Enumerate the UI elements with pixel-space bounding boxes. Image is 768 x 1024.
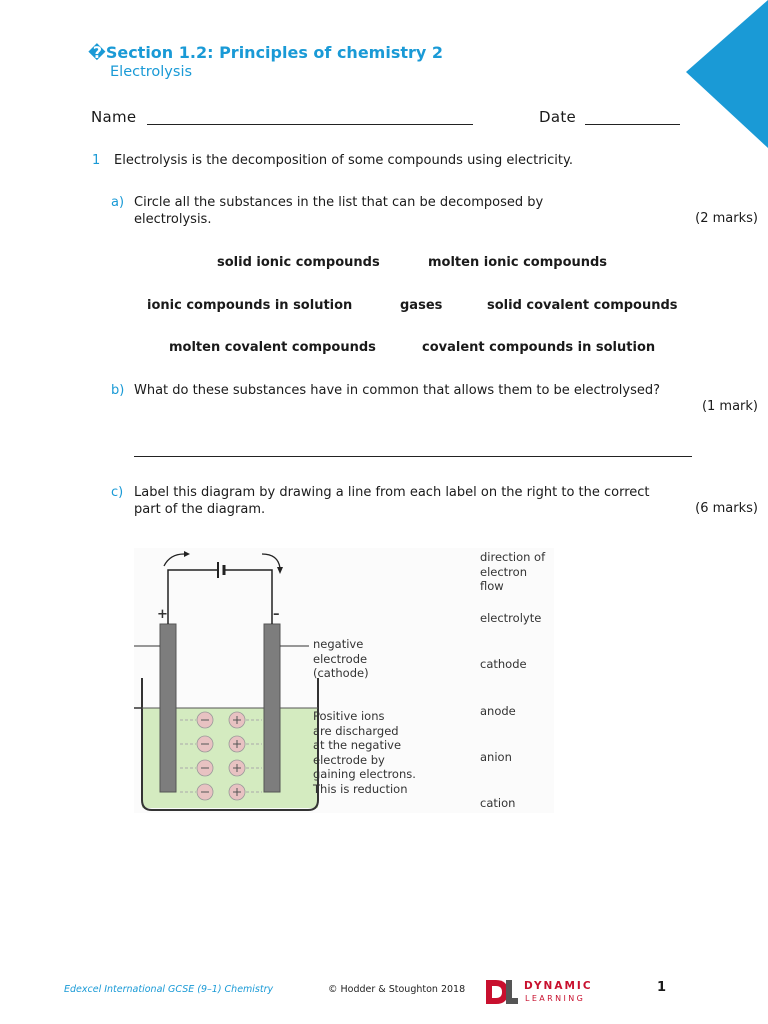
- label-electrolyte[interactable]: electrolyte: [480, 611, 542, 625]
- electrode-annotation: negative electrode (cathode): [313, 637, 369, 680]
- part-b-marks: (1 mark): [701, 399, 758, 414]
- label-cation[interactable]: cation: [480, 796, 516, 810]
- question-number: 1: [92, 153, 101, 168]
- label-anion[interactable]: anion: [480, 750, 512, 764]
- negative-sign: –: [273, 607, 280, 622]
- negative-electrode: [264, 624, 280, 792]
- dl-logo-icon: [484, 978, 518, 1006]
- part-c-text-line1: Label this diagram by drawing a line from each label on the right to the correct: [134, 485, 650, 500]
- option-ionic-solution[interactable]: ionic compounds in solution: [147, 298, 353, 313]
- option-molten-covalent[interactable]: molten covalent compounds: [169, 340, 376, 355]
- label-cathode[interactable]: cathode: [480, 657, 527, 671]
- part-b-label: b): [111, 383, 125, 398]
- page-number: 1: [657, 980, 667, 995]
- positive-electrode: [160, 624, 176, 792]
- electrolysis-diagram: [134, 548, 554, 813]
- positive-sign: +: [157, 607, 168, 622]
- option-molten-ionic[interactable]: molten ionic compounds: [428, 255, 608, 270]
- question-text: Electrolysis is the decomposition of some compounds using electricity.: [114, 153, 573, 168]
- footer-copyright: © Hodder & Stoughton 2018: [328, 984, 466, 995]
- part-a-marks: (2 marks): [695, 211, 758, 226]
- corner-triangle-decoration: [686, 0, 768, 148]
- label-anode[interactable]: anode: [480, 704, 516, 718]
- option-gases[interactable]: gases: [400, 298, 443, 313]
- part-c-marks: (6 marks): [695, 501, 758, 516]
- section-subtitle: Electrolysis: [110, 64, 193, 80]
- label-electron-flow[interactable]: direction of electron flow: [480, 550, 546, 593]
- option-solid-ionic[interactable]: solid ionic compounds: [217, 255, 380, 270]
- section-title: �Section 1.2: Principles of chemistry 2: [88, 43, 444, 62]
- part-b-text: What do these substances have in common that allows them to be electrolysed?: [134, 383, 661, 398]
- part-a-label: a): [111, 195, 125, 210]
- part-c-text-line2: part of the diagram.: [134, 502, 266, 517]
- name-answer-line[interactable]: [147, 124, 473, 125]
- part-c-label: c): [111, 485, 124, 500]
- part-a-text-line1: Circle all the substances in the list that can be decomposed by: [134, 195, 544, 210]
- footer-course: Edexcel International GCSE (9–1) Chemistry: [64, 984, 274, 995]
- option-covalent-solution[interactable]: covalent compounds in solution: [422, 340, 656, 355]
- part-b-answer-line[interactable]: [134, 456, 692, 457]
- dynamic-learning-logo: DYNAMIC LEARNING: [484, 978, 600, 1006]
- date-label: Date: [539, 108, 577, 126]
- reduction-note: Positive ions are discharged at the negative electrode by gaining electrons. This is reduction: [313, 709, 416, 796]
- part-a-text-line2: electrolysis.: [134, 212, 212, 227]
- date-answer-line[interactable]: [585, 124, 680, 125]
- name-label: Name: [91, 108, 137, 126]
- option-solid-covalent[interactable]: solid covalent compounds: [487, 298, 678, 313]
